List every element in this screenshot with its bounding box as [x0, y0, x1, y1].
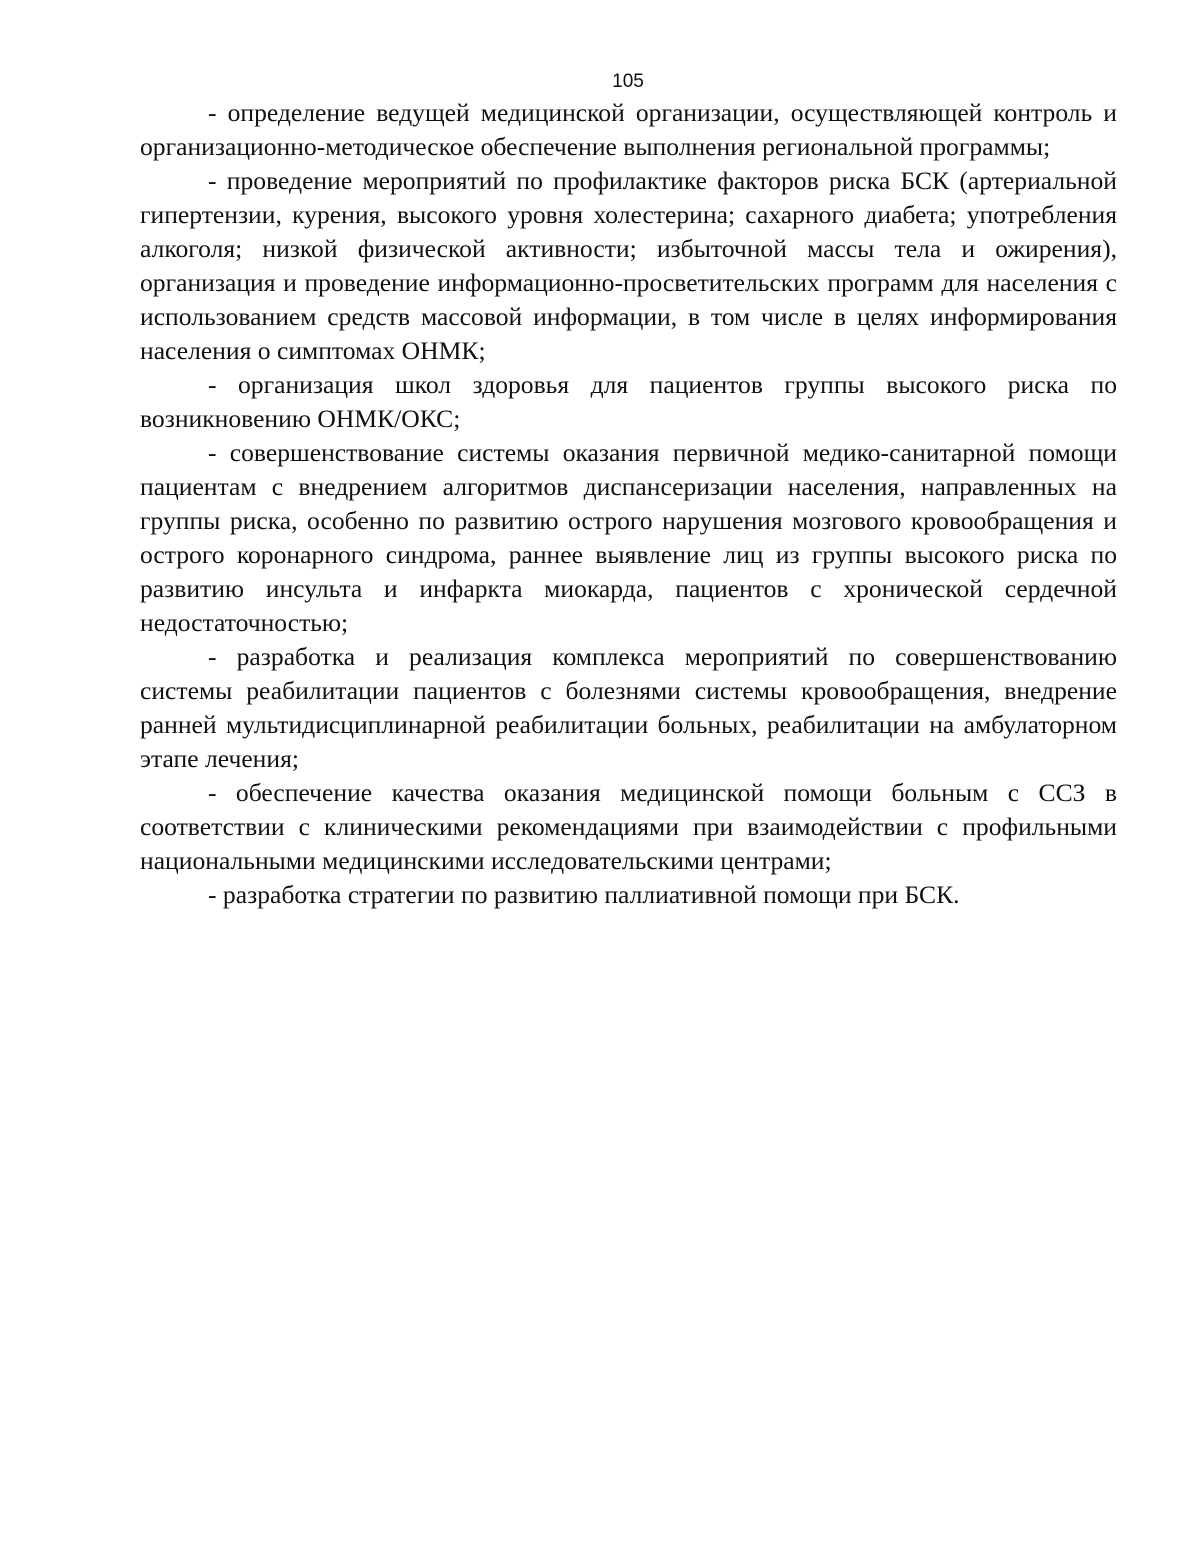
- list-item-leading-organization: - определение ведущей медицинской организации, осуществляющей контроль и организационно-методическое обеспечение выполнения региональной программы;: [140, 98, 1117, 161]
- list-item-palliative-strategy: - разработка стратегии по развитию паллиативной помощи при БСК.: [208, 880, 960, 909]
- page-number: 105: [612, 71, 644, 92]
- list-item-care-quality: - обеспечение качества оказания медицинской помощи больным с ССЗ в соответствии с клиническими рекомендациями при взаимодействии с профильными национальными медицинскими исследовательскими центрами;: [140, 778, 1117, 875]
- list-item-risk-factor-prevention: - проведение мероприятий по профилактике факторов риска БСК (артериальной гипертензии, курения, высокого уровня холестерина; сахарного диабета; употребления алкоголя; низкой физической активности; избыточной массы тела и ожирения), организация и проведение информационно-просветительских программ для населения с использованием средств массовой информации, в том числе в целях информирования населения о симптомах ОНМК;: [140, 166, 1117, 365]
- document-body: [140, 96, 1117, 912]
- list-item-primary-care-improvement: - совершенствование системы оказания первичной медико-санитарной помощи пациентам с внедрением алгоритмов диспансеризации населения, направленных на группы риска, особенно по развитию острого нарушения мозгового кровообращения и острого коронарного синдрома, раннее выявление лиц из группы высокого риска по развитию инсульта и инфаркта миокарда, пациентов с хронической сердечной недостаточностью;: [140, 438, 1117, 637]
- list-item-health-schools: - организация школ здоровья для пациентов группы высокого риска по возникновению ОНМК/ОКС;: [140, 370, 1117, 433]
- list-item-rehabilitation-system: - разработка и реализация комплекса мероприятий по совершенствованию системы реабилитации пациентов с болезнями системы кровообращения, внедрение ранней мультидисциплинарной реабилитации больных, реабилитации на амбулаторном этапе лечения;: [140, 642, 1117, 773]
